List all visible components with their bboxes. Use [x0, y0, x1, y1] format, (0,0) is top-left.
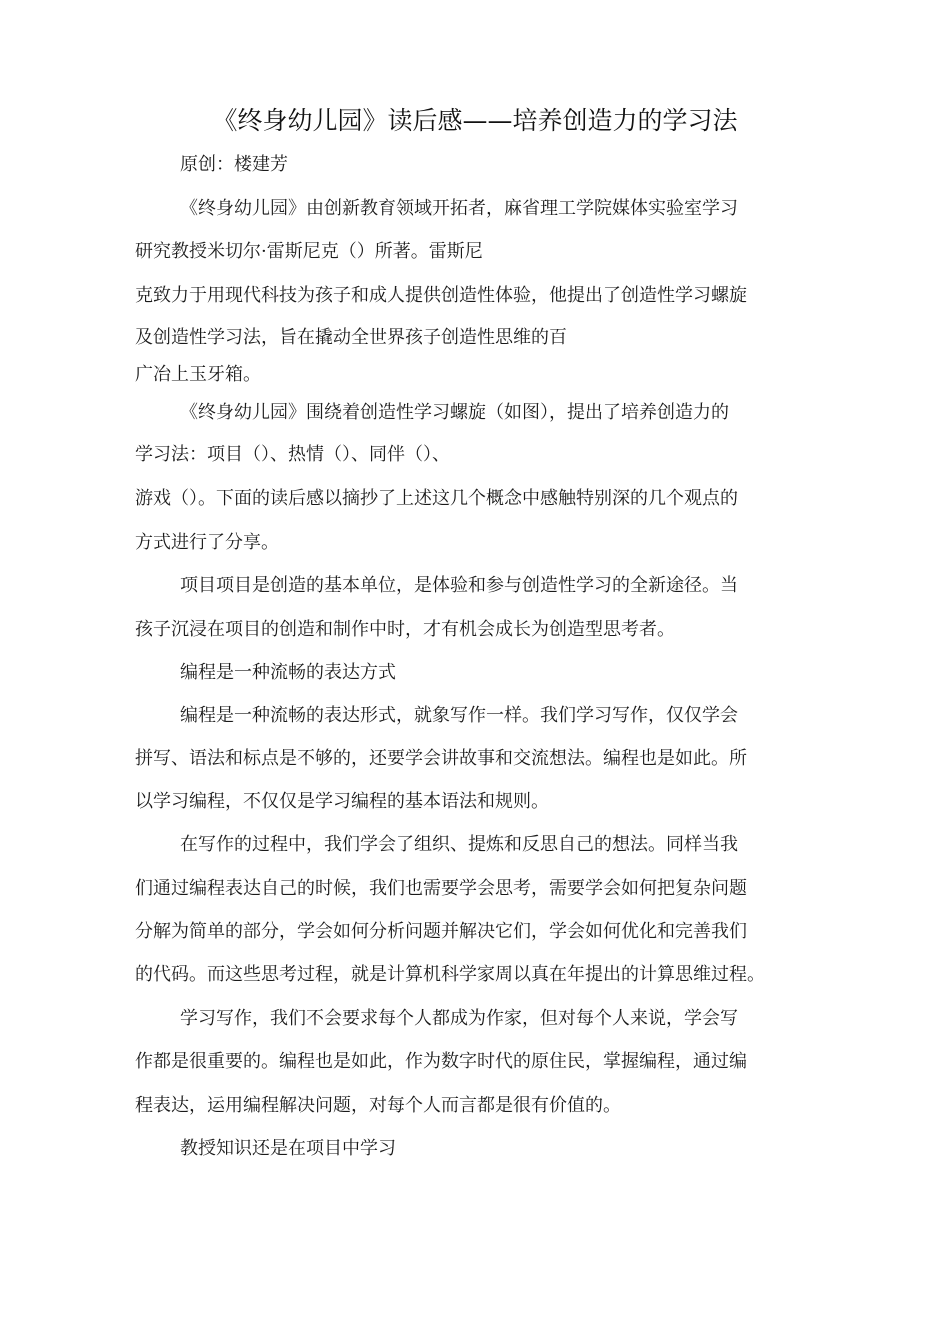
paragraph-line: 孩子沉浸在项目的创造和制作中时，才有机会成长为创造型思考者。 — [135, 619, 675, 640]
paragraph-line: 们通过编程表达自己的时候，我们也需要学会思考，需要学会如何把复杂问题 — [135, 878, 747, 899]
paragraph-line: 编程是一种流畅的表达形式，就象写作一样。我们学习写作，仅仅学会 — [180, 705, 738, 726]
paragraph-line: 方式进行了分享。 — [135, 532, 279, 553]
paragraph-line: 及创造性学习法，旨在撬动全世界孩子创造性思维的百 — [135, 327, 567, 348]
paragraph-line: 在写作的过程中，我们学会了组织、提炼和反思自己的想法。同样当我 — [180, 834, 738, 855]
document-title: 《终身幼儿园》读后感——培养创造力的学习法 — [212, 106, 738, 135]
section-heading: 编程是一种流畅的表达方式 — [180, 662, 396, 683]
paragraph-line: 以学习编程，不仅仅是学习编程的基本语法和规则。 — [135, 791, 549, 812]
paragraph-line: 作都是很重要的。编程也是如此，作为数字时代的原住民，掌握编程，通过编 — [135, 1051, 747, 1072]
paragraph-line: 《终身幼儿园》围绕着创造性学习螺旋（如图），提出了培养创造力的 — [180, 402, 729, 423]
paragraph-line: 游戏（）。下面的读后感以摘抄了上述这几个概念中感触特别深的几个观点的 — [135, 488, 738, 509]
author-line: 原创：楼建芳 — [180, 154, 288, 175]
paragraph-line: 克致力于用现代科技为孩子和成人提供创造性体验，他提出了创造性学习螺旋 — [135, 285, 747, 306]
paragraph-line: 《终身幼儿园》由创新教育领域开拓者，麻省理工学院媒体实验室学习 — [180, 198, 738, 219]
paragraph-line: 广冶上玉牙箱。 — [135, 364, 261, 385]
paragraph-line: 学习写作，我们不会要求每个人都成为作家，但对每个人来说，学会写 — [180, 1008, 738, 1029]
section-heading: 教授知识还是在项目中学习 — [180, 1138, 396, 1159]
paragraph-line: 程表达，运用编程解决问题，对每个人而言都是很有价值的。 — [135, 1095, 621, 1116]
paragraph-line: 的代码。而这些思考过程，就是计算机科学家周以真在年提出的计算思维过程。 — [135, 964, 765, 985]
paragraph-line: 学习法：项目（）、热情（）、同伴（）、 — [135, 444, 450, 465]
paragraph-line: 分解为简单的部分，学会如何分析问题并解决它们，学会如何优化和完善我们 — [135, 921, 747, 942]
paragraph-line: 研究教授米切尔·雷斯尼克（）所著。雷斯尼 — [135, 241, 483, 262]
paragraph-line: 项目项目是创造的基本单位，是体验和参与创造性学习的全新途径。当 — [180, 575, 738, 596]
paragraph-line: 拼写、语法和标点是不够的，还要学会讲故事和交流想法。编程也是如此。所 — [135, 748, 747, 769]
